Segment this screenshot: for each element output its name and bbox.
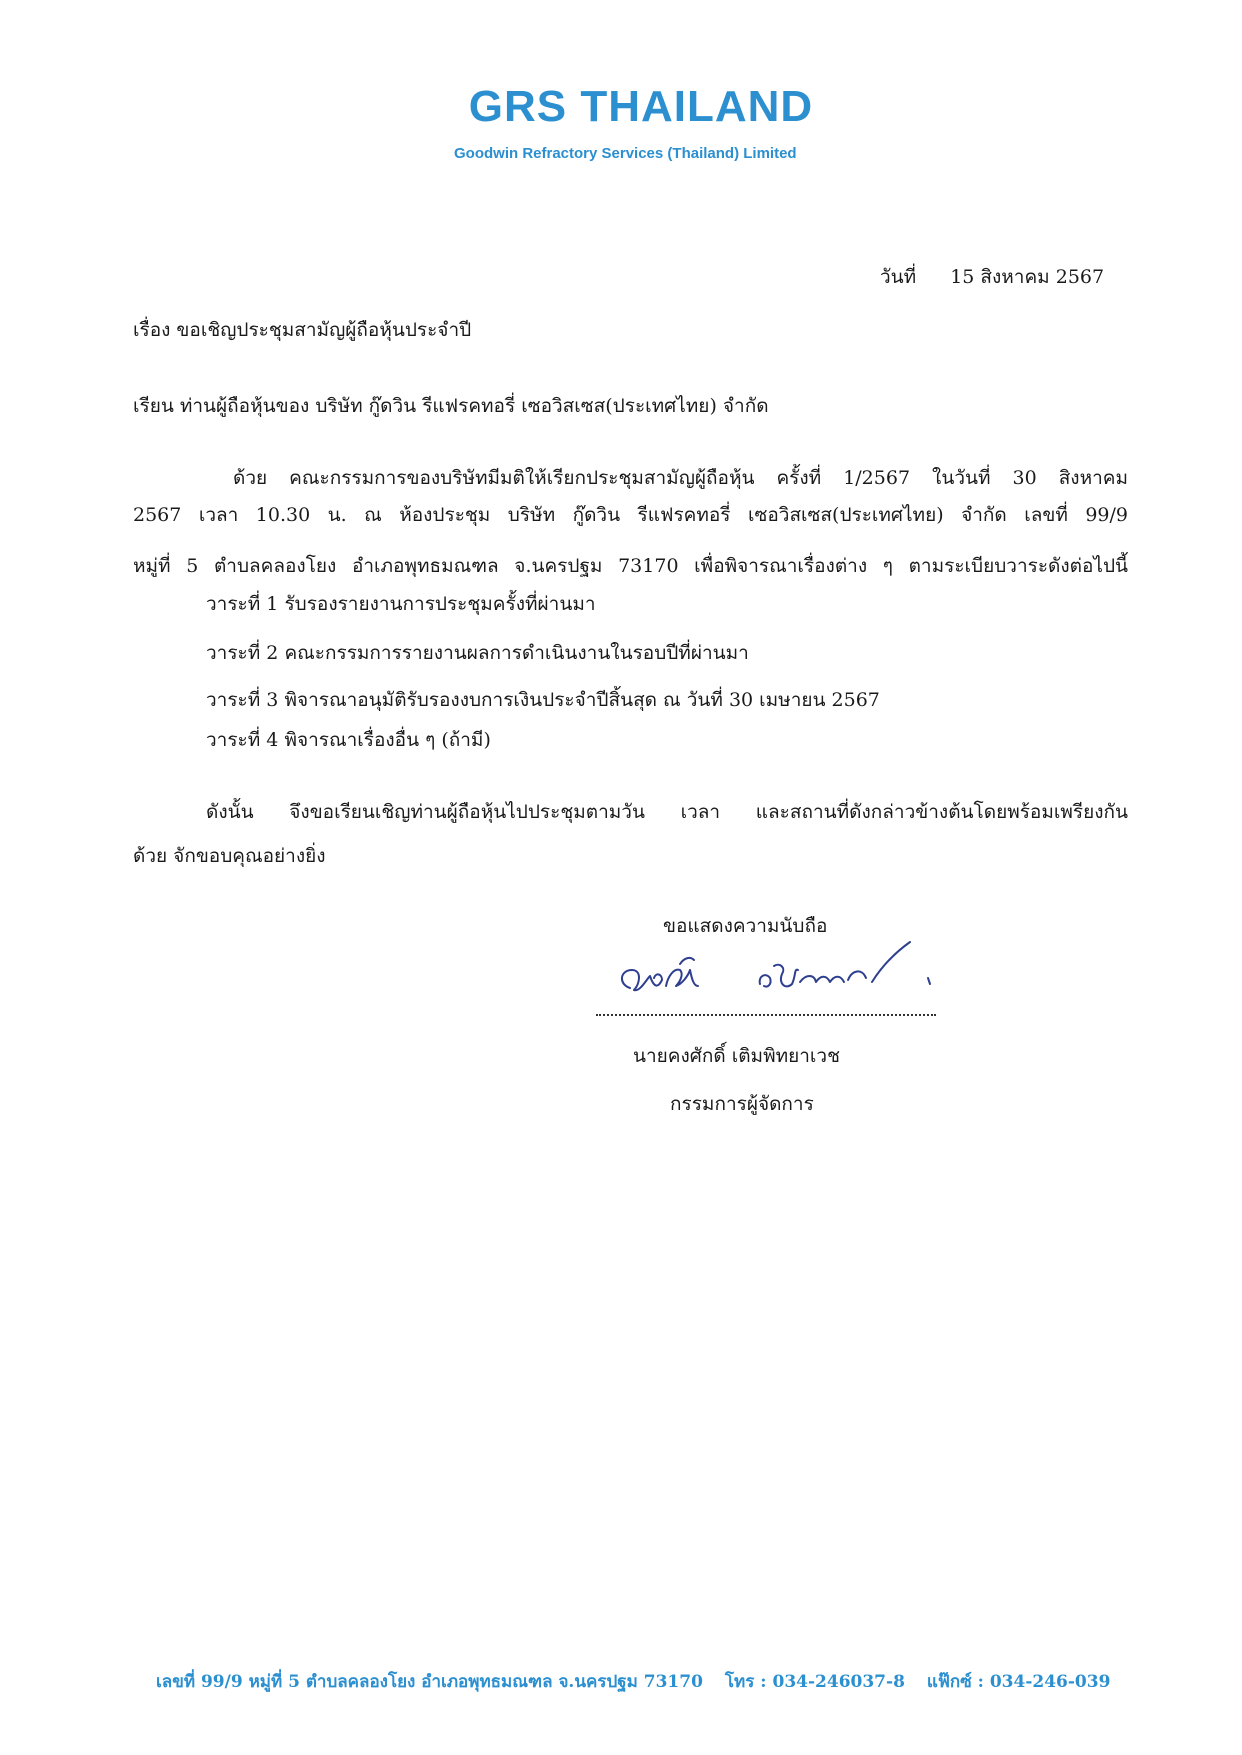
signature-image: [610, 940, 950, 1010]
body-line-2: 2567 เวลา 10.30 น. ณ ห้องประชุม บริษัท กู๊ดวิน รีแฟรคทอรี่ เซอวิสเซส(ประเทศไทย) จำกัด เลขที่ 99/9: [133, 504, 1128, 526]
agenda-item-1: วาระที่ 1 รับรองรายงานการประชุมครั้งที่ผ่านมา: [206, 593, 596, 615]
letter-subject: เรื่อง ขอเชิญประชุมสามัญผู้ถือหุ้นประจำปี: [133, 319, 472, 341]
footer-address: เลขที่ 99/9 หมู่ที่ 5 ตำบลคลองโยง อำเภอพุทธมณฑล จ.นครปฐม 73170: [156, 1672, 703, 1692]
letter-addressee: เรียน ท่านผู้ถือหุ้นของ บริษัท กู๊ดวิน รีแฟรคทอรี่ เซอวิสเซส(ประเทศไทย) จำกัด: [133, 395, 769, 417]
date-value: 15 สิงหาคม 2567: [950, 266, 1105, 288]
company-name: GRS THAILAND: [468, 82, 814, 131]
conclusion-line-1: ดังนั้น จึงขอเรียนเชิญท่านผู้ถือหุ้นไปประชุมตามวัน เวลา และสถานที่ดังกล่าวข้างต้นโดยพร้อมเพรียงกัน: [206, 801, 1128, 823]
body-line-3: หมู่ที่ 5 ตำบลคลองโยง อำเภอพุทธมณฑล จ.นครปฐม 73170 เพื่อพิจารณาเรื่องต่าง ๆ ตามระเบียบวาระดังต่อไปนี้: [133, 555, 1128, 577]
signer-name: นายคงศักดิ์ เติมพิทยาเวช: [633, 1045, 840, 1067]
agenda-item-4: วาระที่ 4 พิจารณาเรื่องอื่น ๆ (ถ้ามี): [206, 729, 491, 751]
handwritten-signature: [610, 940, 950, 1010]
conclusion-line-2: ด้วย จักขอบคุณอย่างยิ่ง: [133, 845, 326, 867]
agenda-item-2: วาระที่ 2 คณะกรรมการรายงานผลการดำเนินงานในรอบปีที่ผ่านมา: [206, 642, 749, 664]
company-subtitle: Goodwin Refractory Services (Thailand) Limited: [454, 145, 797, 162]
letter-date: [880, 262, 1104, 292]
body-line-1: ด้วย คณะกรรมการของบริษัทมีมติให้เรียกประชุมสามัญผู้ถือหุ้น ครั้งที่ 1/2567 ในวันที่ 30 สิงหาคม: [233, 467, 1128, 489]
closing-phrase: ขอแสดงความนับถือ: [663, 915, 828, 937]
agenda-item-3: วาระที่ 3 พิจารณาอนุมัติรับรองงบการเงินประจำปีสิ้นสุด ณ วันที่ 30 เมษายน 2567: [206, 689, 880, 711]
signer-position: กรรมการผู้จัดการ: [670, 1093, 814, 1115]
date-label: วันที่: [880, 266, 917, 288]
footer-phone: โทร : 034-246037-8: [724, 1672, 905, 1692]
letter-footer: [156, 1668, 1110, 1695]
footer-fax: แฟ๊กซ์ : 034-246-039: [926, 1672, 1111, 1692]
signature-dotted-line: [596, 1014, 936, 1016]
